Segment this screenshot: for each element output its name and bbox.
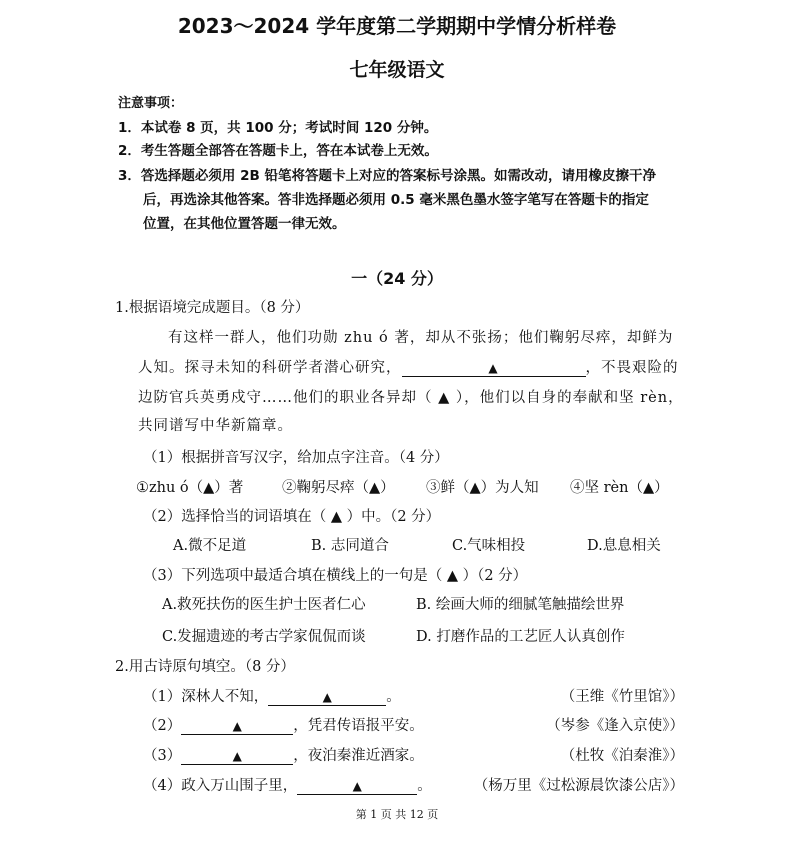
q2-line-1-source: （王维《竹里馆》）	[560, 689, 684, 705]
q1-sub1-item-3: ③鲜（▲）为人知	[426, 480, 539, 496]
notice-item-3-cont-2: 位置，在其他位置答题一律无效。	[143, 216, 346, 232]
notice-item-3-cont-1: 后，再选涂其他答案。答非选择题必须用 0.5 毫米黑色墨水签字笔写在答题卡的指定	[143, 192, 649, 208]
q2-line-4-num: （4）	[143, 778, 182, 794]
q1-sub3-stem: （3）下列选项中最适合填在横线上的一句是（ ▲ ）（2 分）	[143, 568, 528, 584]
q1-sub1-item-4: ④坚 rèn（▲）	[570, 480, 669, 496]
q2-line-2-blank	[181, 718, 293, 735]
blank-marker: ▲	[352, 779, 362, 793]
q1-fill-blank	[402, 360, 586, 377]
q2-line-1-blank	[268, 689, 386, 706]
section-heading: 一（24 分）	[351, 269, 443, 288]
q2-line-1-after: 。	[386, 689, 401, 705]
notice-heading: 注意事项：	[118, 96, 184, 111]
q2-stem: 2.用古诗原句填空。（8 分）	[115, 659, 295, 675]
q1-passage-line-3: 边防官兵英勇戍守……他们的职业各异却（ ▲ ），他们以自身的奉献和坚 rèn，	[138, 390, 684, 406]
q1-passage-line-2-start: 人知。探寻未知的科研学者潜心研究，	[138, 360, 402, 376]
q1-sub2-option-c: C.气味相投	[452, 538, 526, 554]
notice-item-2: 2．考生答题全部答在答题卡上，答在本试卷上无效。	[118, 143, 438, 159]
q1-sub1-stem: （1）根据拼音写汉字，给加点字注音。（4 分）	[143, 450, 449, 466]
blank-marker: ▲	[322, 690, 332, 704]
q1-passage-line-2	[138, 356, 679, 377]
q2-line-3-num: （3）	[143, 748, 182, 764]
q1-sub1-item-1: ①zhu ó（▲）著	[136, 480, 244, 496]
q2-line-2-num: （2）	[143, 718, 182, 734]
q1-sub1-item-2: ②鞠躬尽瘁（▲）	[282, 480, 395, 496]
notice-item-3: 3．答选择题必须用 2B 铅笔将答题卡上对应的答案标号涂黑。如需改动，请用橡皮擦干净	[118, 168, 656, 184]
q1-sub3-option-d: D. 打磨作品的工艺匠人认真创作	[416, 629, 625, 645]
blank-marker: ▲	[488, 361, 499, 375]
q2-line-3-blank	[181, 748, 293, 765]
q1-sub2-option-d: D.息息相关	[587, 538, 661, 554]
q2-line-2	[143, 714, 424, 735]
page-footer: 第 1 页 共 12 页	[355, 808, 439, 821]
q1-passage-line-1: 有这样一群人，他们功勋 zhu ó 著，却从不张扬；他们鞠躬尽瘁，却鲜为	[168, 330, 674, 346]
q2-line-4	[143, 774, 432, 795]
q2-line-4-source: （杨万里《过松源晨饮漆公店》）	[473, 778, 684, 794]
exam-title: 2023～2024 学年度第二学期期中学情分析样卷	[177, 14, 617, 38]
q2-line-2-source: （岑参《逢入京使》）	[546, 718, 684, 734]
q2-line-3-after: ，夜泊秦淮近酒家。	[293, 748, 424, 764]
q2-line-1	[143, 685, 401, 706]
q1-stem: 1.根据语境完成题目。（8 分）	[115, 300, 310, 316]
q2-line-1-before: 深林人不知，	[181, 689, 269, 705]
q1-sub3-option-b: B. 绘画大师的细腻笔触描绘世界	[416, 597, 625, 613]
q1-sub2-stem: （2）选择恰当的词语填在（ ▲ ）中。（2 分）	[143, 509, 441, 525]
q2-line-4-blank	[297, 778, 417, 795]
q2-line-1-num: （1）	[143, 689, 182, 705]
blank-marker: ▲	[232, 749, 242, 763]
blank-marker: ▲	[232, 719, 242, 733]
q1-passage-line-2-end: ，不畏艰险的	[585, 360, 679, 376]
q1-sub2-option-b: B. 志同道合	[311, 538, 389, 554]
subject-title: 七年级语文	[349, 59, 445, 81]
q2-line-3	[143, 744, 424, 765]
q2-line-4-before: 政入万山围子里，	[181, 778, 298, 794]
q1-sub2-option-a: A.微不足道	[173, 538, 247, 554]
q1-sub3-option-a: A.救死扶伤的医生护士医者仁心	[162, 597, 366, 613]
q1-sub3-option-c: C.发掘遗迹的考古学家侃侃而谈	[162, 629, 366, 645]
q2-line-2-after: ，凭君传语报平安。	[293, 718, 424, 734]
q2-line-4-after: 。	[417, 778, 432, 794]
notice-item-1: 1．本试卷 8 页，共 100 分；考试时间 120 分钟。	[118, 120, 438, 136]
q1-passage-line-4: 共同谱写中华新篇章。	[138, 418, 293, 434]
q2-line-3-source: （杜牧《泊秦淮》）	[560, 748, 684, 764]
